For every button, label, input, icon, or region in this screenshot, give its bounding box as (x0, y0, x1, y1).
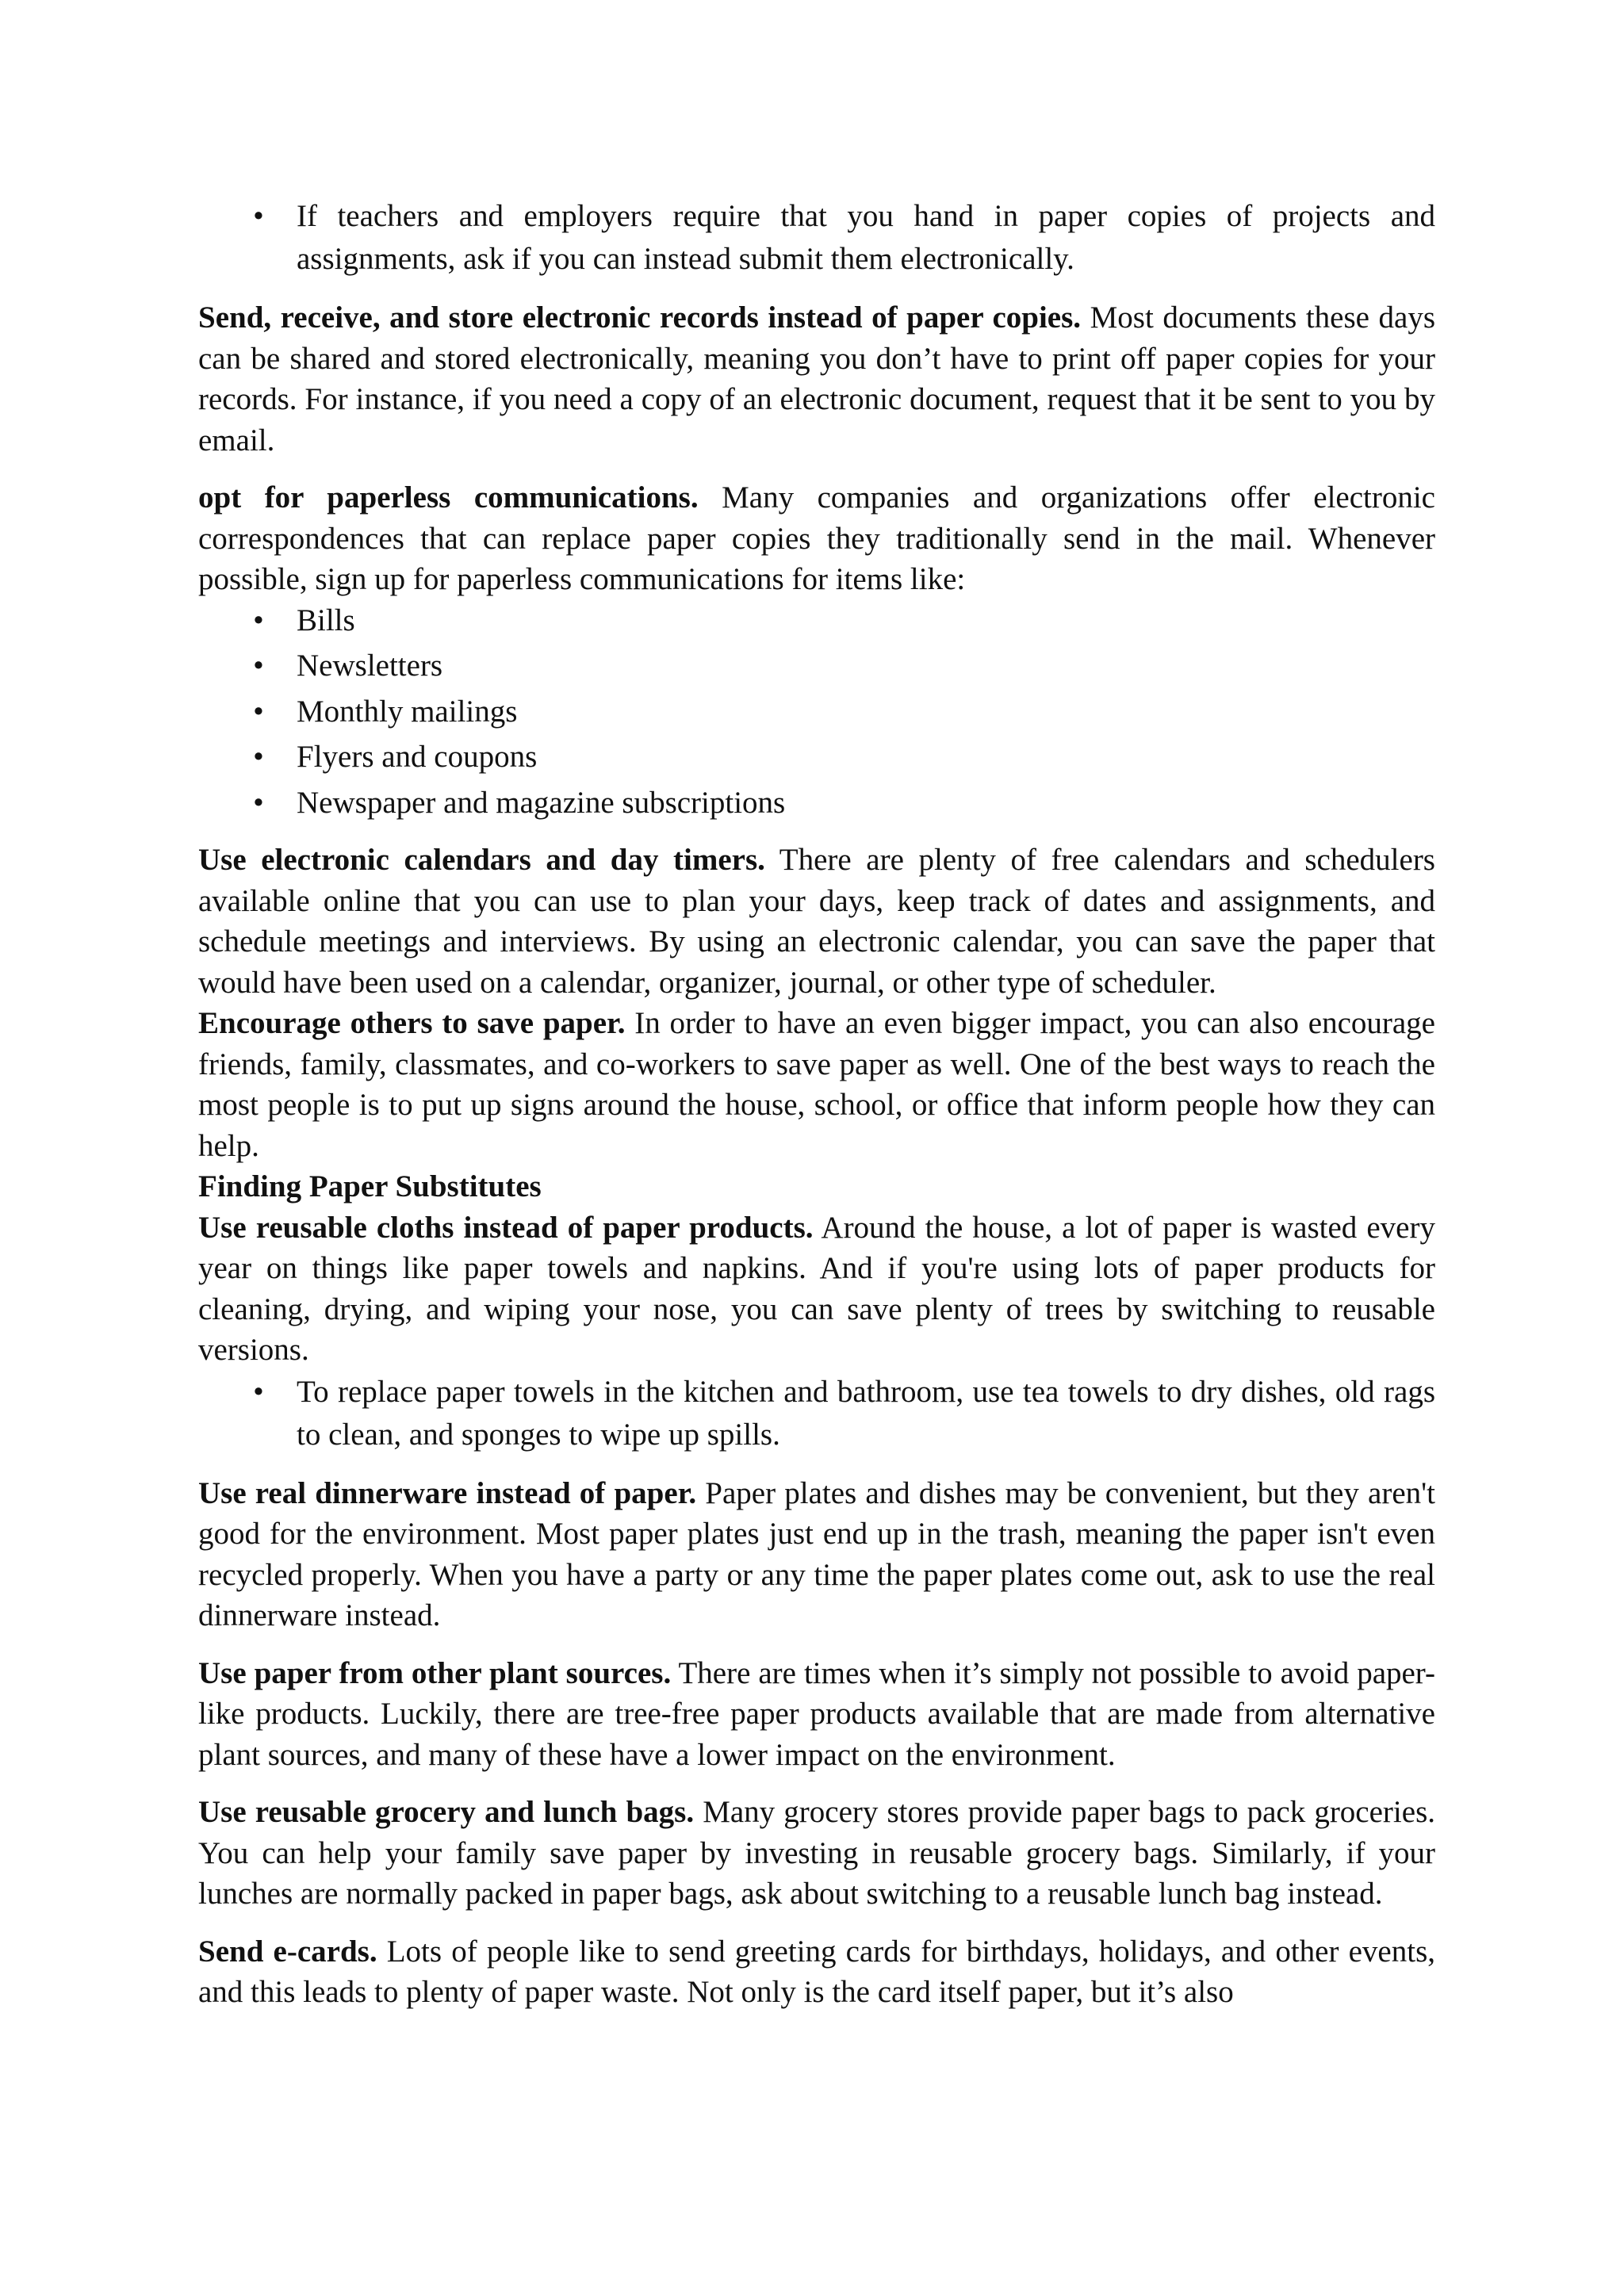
intro-bullet-list (198, 195, 1435, 281)
list-item (198, 645, 1435, 687)
paragraph-lead: Use reusable grocery and lunch bags. (198, 1795, 695, 1829)
cloths-bullet-list (198, 1371, 1435, 1456)
list-item-text: Newspaper and magazine subscriptions (297, 785, 786, 820)
list-item (198, 195, 1435, 281)
paragraph-body: Paper plates and dishes may be convenient, but they aren't good for the environment. Most paper plates just end up in the trash, meaning the paper isn't even recycled properly. When you have a party or any time the paper plates come out, ask to use the real dinnerware instead. (198, 1475, 1435, 1632)
paragraph-bags (198, 1792, 1435, 1915)
list-item (198, 691, 1435, 733)
paragraph-body: Many grocery stores provide paper bags to pack groceries. You can help your family save paper by investing in reusable grocery bags. Similarly, if your lunches are normally packed in paper bags, ask about switching to a reusable lunch bag instead. (198, 1795, 1435, 1911)
bullet-text: To replace paper towels in the kitchen and bathroom, use tea towels to dry dishes, old rags to clean, and sponges to wipe up spills. (297, 1374, 1435, 1452)
bullet-marker: • (253, 1374, 264, 1409)
bullet-marker: • (253, 603, 264, 637)
list-item (198, 783, 1435, 824)
paragraph-body: There are plenty of free calendars and schedulers available online that you can use to plan your days, keep track of dates and assignments, and schedule meetings and interviews. By using an electronic calendar, you can save the paper that would have been used on a calendar, organizer, journal, or other type of scheduler. (198, 843, 1435, 1000)
paragraph-body: Around the house, a lot of paper is wasted every year on things like paper towels and napkins. And if you're using lots of paper products for cleaning, drying, and wiping your nose, you can save plenty of trees by switching to reusable versions. (198, 1210, 1435, 1367)
bullet-marker: • (253, 740, 264, 774)
list-item-text: Newsletters (297, 649, 443, 683)
list-item (198, 1371, 1435, 1456)
paragraph-lead: Send, receive, and store electronic records instead of paper copies. (198, 300, 1082, 335)
paragraph-ecards (198, 1931, 1435, 2013)
bullet-marker: • (253, 649, 264, 683)
paragraph-lead: Use real dinnerware instead of paper. (198, 1475, 697, 1510)
bullet-marker: • (253, 694, 264, 729)
paragraph-body: Many companies and organizations offer electronic correspondences that can replace paper copies they traditionally send in the mail. Whenever possible, sign up for paperless communications for items like: (198, 480, 1435, 596)
paragraph-lead: Use reusable cloths instead of paper products. (198, 1210, 814, 1245)
paragraph-lead: Use electronic calendars and day timers. (198, 843, 765, 877)
list-item-text: Bills (297, 603, 355, 637)
paragraph-body: Lots of people like to send greeting cards for birthdays, holidays, and other events, and this leads to plenty of paper waste. Not only is the card itself paper, but it’s also (198, 1934, 1436, 2009)
list-item-text: Flyers and coupons (297, 740, 538, 774)
bullet-marker: • (253, 199, 264, 233)
paragraph-lead: Use paper from other plant sources. (198, 1655, 672, 1690)
list-item (198, 737, 1435, 778)
paragraph-paperless (198, 477, 1435, 600)
bullet-text: If teachers and employers require that you hand in paper copies of projects and assignments, ask if you can instead submit them electronically. (297, 199, 1435, 276)
paragraph-lead: Encourage others to save paper. (198, 1006, 626, 1040)
paragraph-plant-sources (198, 1653, 1435, 1776)
paragraph-dinnerware (198, 1473, 1435, 1636)
section-heading: Finding Paper Substitutes (198, 1169, 542, 1203)
list-item-text: Monthly mailings (297, 694, 518, 729)
paragraph-cloths (198, 1207, 1435, 1371)
paragraph-calendars (198, 840, 1435, 1003)
document-page (198, 195, 1435, 2013)
paragraph-body: There are times when it’s simply not possible to avoid paper-like products. Luckily, there are tree-free paper products available that are made from alternative plant sources, and many of these have a lower impact on the environment. (198, 1655, 1436, 1772)
paperless-items-list (198, 600, 1435, 824)
paragraph-body: In order to have an even bigger impact, you can also encourage friends, family, classmates, and co-workers to save paper as well. One of the best ways to reach the most people is to put up signs around the house, school, or office that inform people how they can help. (198, 1006, 1435, 1163)
list-item (198, 600, 1435, 641)
paragraph-lead: Send e-cards. (198, 1934, 377, 1969)
bullet-marker: • (253, 785, 264, 820)
paragraph-encourage (198, 1003, 1435, 1166)
paragraph-body: Most documents these days can be shared and stored electronically, meaning you don’t have to print off paper copies for your records. For instance, if you need a copy of an electronic document, request that it be sent to you by email. (198, 300, 1435, 457)
paragraph-lead: opt for paperless communications. (198, 480, 699, 515)
paragraph-records (198, 297, 1435, 461)
